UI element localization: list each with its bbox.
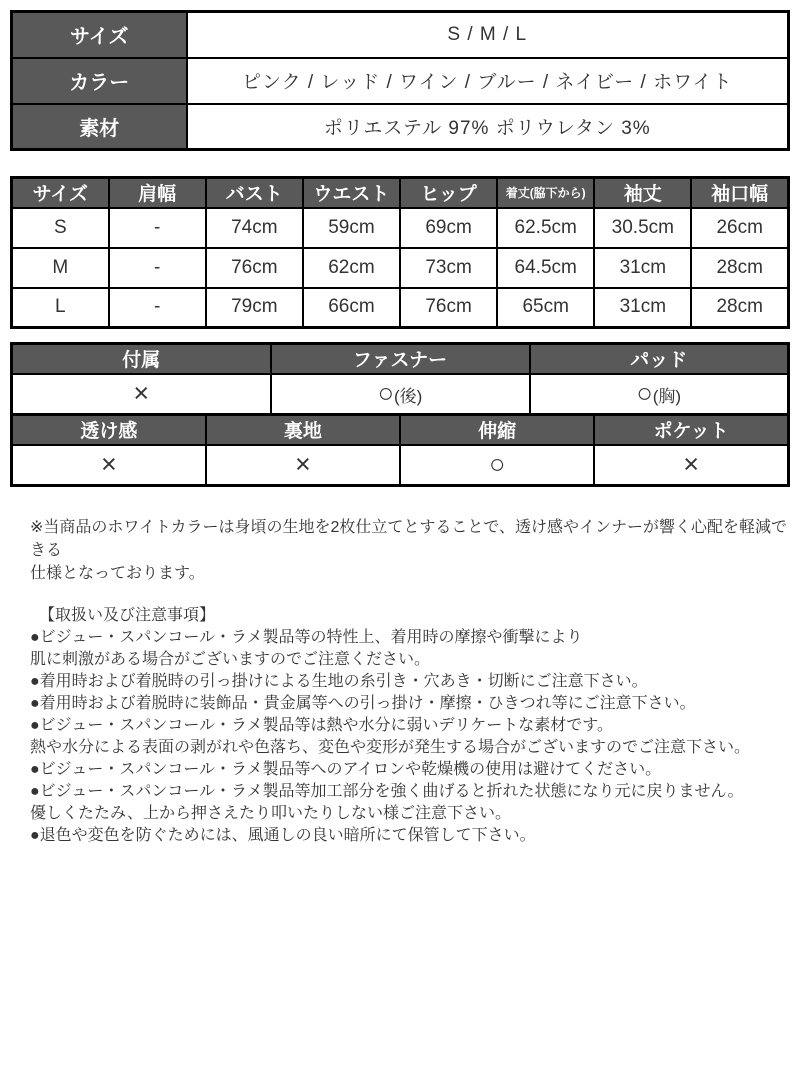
cell: 28cm	[691, 248, 788, 288]
header-stretch: 伸縮	[400, 415, 594, 445]
header-hip: ヒップ	[400, 178, 497, 208]
cell: 62cm	[303, 248, 400, 288]
cell: 31cm	[594, 248, 691, 288]
cell: 30.5cm	[594, 208, 691, 248]
handling-line: 優しくたたみ、上から押さえたり叩いたりしない様ご注意下さい。	[30, 805, 511, 822]
spec-table	[10, 10, 790, 151]
circle-mark: ○	[636, 378, 653, 409]
circle-mark: ○	[377, 378, 394, 409]
size-row-s	[12, 208, 789, 248]
header-waist: ウエスト	[303, 178, 400, 208]
cell: 26cm	[691, 208, 788, 248]
cell: 31cm	[594, 288, 691, 328]
note-line: 仕様となっております。	[30, 565, 205, 582]
cell: S	[12, 208, 109, 248]
value-sheerness	[12, 445, 206, 486]
header-accessory: 付属	[12, 344, 271, 374]
cell: 62.5cm	[497, 208, 594, 248]
features1-value-row	[12, 374, 789, 415]
cell: 79cm	[206, 288, 303, 328]
cell: 73cm	[400, 248, 497, 288]
cell: 74cm	[206, 208, 303, 248]
cell: 76cm	[206, 248, 303, 288]
cell: 64.5cm	[497, 248, 594, 288]
spec-label-size: サイズ	[12, 12, 187, 58]
spec-row-size	[12, 12, 789, 58]
value-accessory	[12, 374, 271, 415]
cell: 69cm	[400, 208, 497, 248]
cross-mark: ×	[294, 449, 311, 480]
features1-header-row	[12, 344, 789, 374]
cross-mark: ×	[100, 449, 117, 480]
features-table-2	[10, 413, 790, 487]
handling-notes	[30, 605, 790, 847]
spec-row-material	[12, 104, 789, 150]
header-shoulder-width: 肩幅	[109, 178, 206, 208]
size-row-l	[12, 288, 789, 328]
handling-line: ●着用時および着脱時の引っ掛けによる生地の糸引き・穴あき・切断にご注意下さい。	[30, 673, 648, 690]
spec-value-material: ポリエステル 97% ポリウレタン 3%	[187, 104, 789, 150]
value-pad: ○(胸)	[530, 374, 789, 415]
spec-label-material: 素材	[12, 104, 187, 150]
handling-line: ●着用時および着脱時に装飾品・貴金属等への引っ掛け・摩擦・ひきつれ等にご注意下さい。	[30, 695, 696, 712]
handling-line: ●退色や変色を防ぐためには、風通しの良い暗所にて保管して下さい。	[30, 827, 536, 844]
header-pocket: ポケット	[594, 415, 788, 445]
value-zipper: ○(後)	[271, 374, 530, 415]
cell: 76cm	[400, 288, 497, 328]
spec-row-color	[12, 58, 789, 104]
size-measurements-table	[10, 176, 790, 329]
features2-value-row	[12, 445, 789, 486]
white-color-note	[30, 516, 790, 585]
cell: 65cm	[497, 288, 594, 328]
circle-mark: ○	[488, 449, 506, 480]
cross-mark: ×	[683, 449, 700, 480]
handling-line: ●ビジュー・スパンコール・ラメ製品等は熱や水分に弱いデリケートな素材です。	[30, 717, 613, 734]
spec-label-color: カラー	[12, 58, 187, 104]
handling-line: ●ビジュー・スパンコール・ラメ製品等加工部分を強く曲げると折れた状態になり元に戻りません。	[30, 783, 744, 800]
handling-line: ●ビジュー・スパンコール・ラメ製品等へのアイロンや乾燥機の使用は避けてください。	[30, 761, 662, 778]
note-line: ※当商品のホワイトカラーは身頃の生地を2枚仕立てとすることで、透け感やインナーが響く心配を軽減できる	[30, 519, 788, 559]
cell: -	[109, 248, 206, 288]
cell: -	[109, 208, 206, 248]
features-table-1	[10, 342, 790, 416]
header-sheerness: 透け感	[12, 415, 206, 445]
handling-line: ●ビジュー・スパンコール・ラメ製品等の特性上、着用時の摩擦や衝撃により	[30, 629, 583, 646]
cell: -	[109, 288, 206, 328]
spec-value-size: S / M / L	[187, 12, 789, 58]
cell: L	[12, 288, 109, 328]
header-bust: バスト	[206, 178, 303, 208]
features2-header-row	[12, 415, 789, 445]
value-stretch	[400, 445, 594, 486]
size-table-header-row	[12, 178, 789, 208]
header-cuff-width: 袖口幅	[691, 178, 788, 208]
header-sleeve-length: 袖丈	[594, 178, 691, 208]
header-length: 着丈(脇下から)	[497, 178, 594, 208]
handling-line: 熱や水分による表面の剥がれや色落ち、変色や変形が発生する場合がございますのでご注意下さい。	[30, 739, 751, 756]
header-lining: 裏地	[206, 415, 400, 445]
cell: 59cm	[303, 208, 400, 248]
spec-value-color: ピンク / レッド / ワイン / ブルー / ネイビー / ホワイト	[187, 58, 789, 104]
header-pad: パッド	[530, 344, 789, 374]
value-lining	[206, 445, 400, 486]
cell: M	[12, 248, 109, 288]
size-row-m	[12, 248, 789, 288]
cell: 66cm	[303, 288, 400, 328]
value-pocket	[594, 445, 788, 486]
cross-mark: ×	[133, 378, 150, 409]
header-zipper: ファスナー	[271, 344, 530, 374]
handling-title: 【取扱い及び注意事項】	[39, 607, 216, 624]
cell: 28cm	[691, 288, 788, 328]
handling-line: 肌に刺激がある場合がございますのでご注意ください。	[30, 651, 431, 668]
header-size: サイズ	[12, 178, 109, 208]
